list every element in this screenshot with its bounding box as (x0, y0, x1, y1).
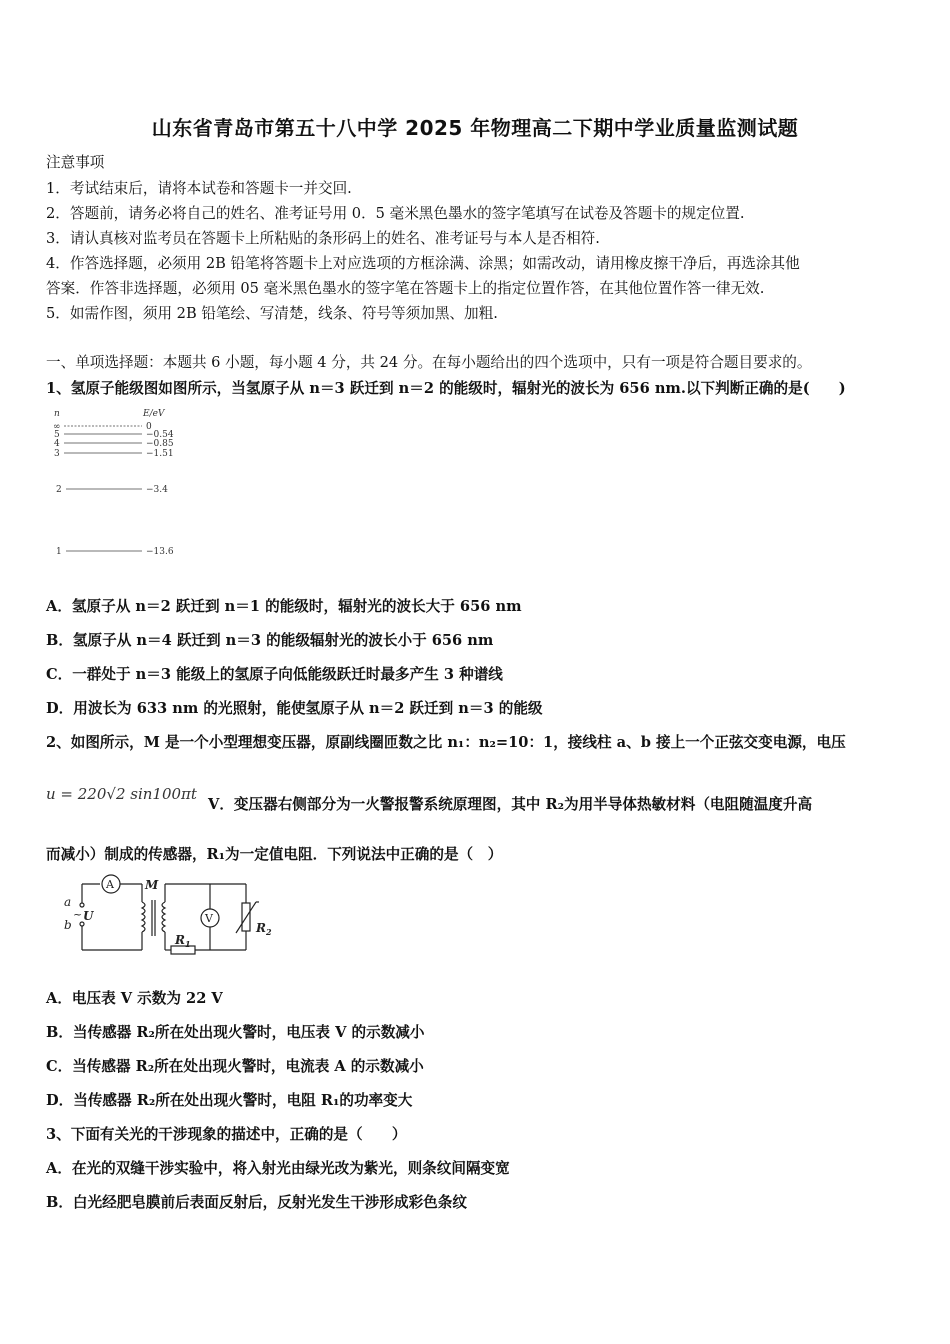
svg-text:R1 (174, 933, 191, 949)
q1-option-d: D．用波长为 633 nm 的光照射，能使氢原子从 n＝2 跃迁到 n＝3 的能级 (46, 700, 543, 717)
q3-stem: 3、下面有关光的干涉现象的描述中，正确的是（ ） (46, 1126, 407, 1143)
level-e: −0.85 (146, 439, 174, 449)
page-title: 山东省青岛市第五十八中学 2025 年物理高二下期中学业质量监测试题 (151, 116, 799, 140)
source-tilde: ~ (73, 908, 83, 921)
q2-option-a: A．电压表 V 示数为 22 V (46, 990, 223, 1007)
transformer-circuit (58, 870, 288, 960)
voltmeter-label: V (205, 912, 213, 925)
r2-label: R (256, 921, 266, 935)
notice-item-5: 5．如需作图，须用 2B 铅笔绘、写清楚，线条、符号等须加黑、加粗. (46, 305, 498, 322)
q1-option-a: A．氢原子从 n＝2 跃迁到 n＝1 的能级时，辐射光的波长大于 656 nm (46, 598, 522, 615)
q2-option-b: B．当传感器 R₂所在处出现火警时，电压表 V 的示数减小 (46, 1024, 425, 1041)
q2-option-c: C．当传感器 R₂所在处出现火警时，电流表 A 的示数减小 (46, 1058, 424, 1075)
energy-level-diagram (50, 405, 190, 565)
e-axis-label: E/eV (143, 409, 165, 419)
q1-option-c: C．一群处于 n＝3 能级上的氢原子向低能级跃迁时最多产生 3 种谱线 (46, 666, 503, 683)
section-heading: 一、单项选择题：本题共 6 小题，每小题 4 分，共 24 分。在每小题给出的四个选项中，只有一项是符合题目要求的。 (46, 354, 812, 371)
resistor-r1-icon (171, 946, 195, 954)
level-e: −13.6 (146, 547, 174, 557)
r2-sub: 2 (265, 927, 272, 937)
transformer-label: M (145, 878, 159, 892)
level-e: −3.4 (146, 485, 168, 495)
n-axis-label: n (54, 409, 60, 419)
notice-item-3: 3．请认真核对监考员在答题卡上所粘贴的条形码上的姓名、准考证号与本人是否相符. (46, 230, 600, 247)
svg-text:R2 (255, 921, 272, 937)
level-n: 2 (56, 485, 62, 495)
q1-option-b: B．氢原子从 n＝4 跃迁到 n＝3 的能级辐射光的波长小于 656 nm (46, 632, 494, 649)
ammeter-label: A (106, 878, 114, 891)
terminal-a-label: a (64, 895, 72, 909)
q2-option-d: D．当传感器 R₂所在处出现火警时，电阻 R₁的功率变大 (46, 1092, 413, 1109)
q2-stem-2: V．变压器右侧部分为一火警报警系统原理图，其中 R₂为用半导体热敏材料（电阻随温度升高 (208, 796, 813, 813)
level-n: 5 (54, 430, 60, 440)
level-n: 4 (54, 439, 60, 449)
q2-formula: u = 220√2 sin100πt (46, 785, 197, 803)
level-e: −0.54 (146, 430, 174, 440)
r1-label: R (175, 933, 185, 947)
level-2 (56, 485, 168, 495)
q2-stem-3: 而减小）制成的传感器，R₁为一定值电阻．下列说法中正确的是（ ） (46, 846, 503, 863)
q3-option-a: A．在光的双缝干涉实验中，将入射光由绿光改为紫光，则条纹间隔变宽 (46, 1160, 510, 1177)
q3-option-b: B．白光经肥皂膜前后表面反射后，反射光发生干涉形成彩色条纹 (46, 1194, 467, 1211)
terminal-b-label: b (64, 918, 72, 932)
level-3 (54, 449, 174, 459)
q2-stem-1: 2、如图所示，M 是一个小型理想变压器，原副线圈匝数之比 n₁：n₂=10：1，接线柱 a、b 接上一个正弦交变电源，电压 (46, 734, 846, 751)
notice-heading: 注意事项 (46, 154, 105, 171)
notice-item-4: 4．作答选择题，必须用 2B 铅笔将答题卡上对应选项的方框涂满、涂黑；如需改动，请用橡皮擦干净后，再选涂其他 (46, 255, 800, 272)
level-e: −1.51 (146, 449, 174, 459)
level-n: ∞ (53, 422, 61, 432)
level-4 (54, 439, 174, 449)
q1-stem: 1、氢原子能级图如图所示，当氢原子从 n＝3 跃迁到 n＝2 的能级时，辐射光的波长为 656 nm.以下判断正确的是( ) (46, 380, 846, 397)
level-1 (56, 547, 174, 557)
notice-item-4-cont: 答案．作答非选择题，必须用 05 毫米黑色墨水的签字笔在答题卡上的指定位置作答，在其他位置作答一律无效. (46, 280, 765, 297)
level-e: 0 (146, 422, 152, 432)
terminal-a-icon (80, 903, 84, 907)
level-inf (53, 422, 152, 432)
level-n: 3 (54, 449, 60, 459)
level-n: 1 (56, 547, 62, 557)
notice-item-2: 2．答题前，请务必将自己的姓名、准考证号用 0．5 毫米黑色墨水的签字笔填写在试卷及答题卡的规定位置. (46, 205, 745, 222)
source-label: U (83, 909, 94, 923)
r1-sub: 1 (184, 939, 191, 949)
notice-item-1: 1．考试结束后，请将本试卷和答题卡一并交回. (46, 180, 352, 197)
